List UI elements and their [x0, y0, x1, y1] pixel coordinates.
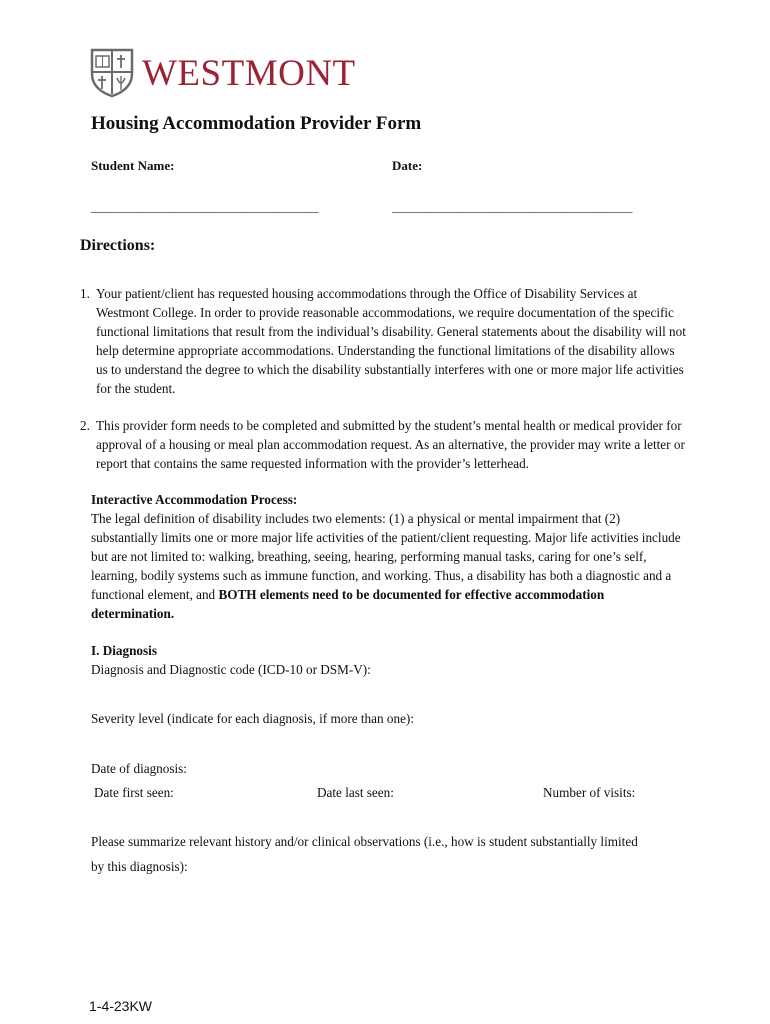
severity-level-label: Severity level (indicate for each diagnosis, if more than one):: [91, 711, 414, 726]
number-of-visits-label: Number of visits:: [543, 785, 636, 800]
date-first-seen-label: Date first seen:: [94, 785, 174, 800]
diagnosis-heading: I. Diagnosis: [91, 643, 157, 658]
date-of-diagnosis-label: Date of diagnosis:: [91, 761, 187, 776]
student-name-label: Student Name:: [91, 158, 175, 173]
direction-item-text: Your patient/client has requested housing accommodations through the Office of Disability Services at Westmont College. In order to provide reasonable accommodations, we require documentation of the specific functional limitations that result from the individual’s disability. General statements about the disability will not help determine appropriate accommodations. Understanding the functional limitations of the disability allows us to understand the degree to which the disability substantially interferes with one or more major life activities for the student.: [96, 286, 686, 396]
direction-item-1: [80, 284, 685, 399]
directions-heading: Directions:: [80, 237, 156, 254]
summary-label-line1: Please summarize relevant history and/or clinical observations (i.e., how is student substantially limited: [91, 834, 638, 849]
interactive-process-text: [91, 509, 681, 623]
diagnosis-code-label: Diagnosis and Diagnostic code (ICD-10 or DSM-V):: [91, 662, 371, 677]
direction-item-text: This provider form needs to be completed and submitted by the student’s mental health or medical provider for approval of a housing or meal plan accommodation request. As an alternative, the provider may write a letter or report that contains the same requested information with the provider’s letterhead.: [96, 418, 685, 471]
summary-label-line2: by this diagnosis):: [91, 859, 188, 874]
date-field[interactable]: _____________________________________: [392, 199, 633, 214]
logo-wordmark: WESTMONT: [142, 53, 356, 94]
interactive-process-bold: BOTH elements need to be documented for effective accommodation determination.: [91, 587, 605, 621]
direction-item-2: [80, 416, 685, 476]
direction-item-number: 1.: [80, 286, 90, 301]
student-name-field[interactable]: ___________________________________: [91, 199, 319, 214]
interactive-process-body: The legal definition of disability includes two elements: (1) a physical or mental impairment that (2) substantially limits one or more major life activities of the patient/client requesting. Major life activities include but are not limited to: walking, breathing, seeing, hearing, performing manual tasks, caring for one’s self, learning, bodily systems such as immune function, and working. Thus, a disability has both a diagnostic and a functional element, and: [91, 511, 681, 602]
westmont-logo: [90, 48, 356, 100]
interactive-process-heading: Interactive Accommodation Process:: [91, 492, 298, 507]
form-title: Housing Accommodation Provider Form: [91, 113, 422, 134]
date-label: Date:: [392, 158, 423, 173]
date-last-seen-label: Date last seen:: [317, 785, 394, 800]
footer-code: 1-4-23KW: [89, 998, 153, 1014]
shield-icon: [90, 48, 134, 98]
direction-item-number: 2.: [80, 418, 90, 433]
